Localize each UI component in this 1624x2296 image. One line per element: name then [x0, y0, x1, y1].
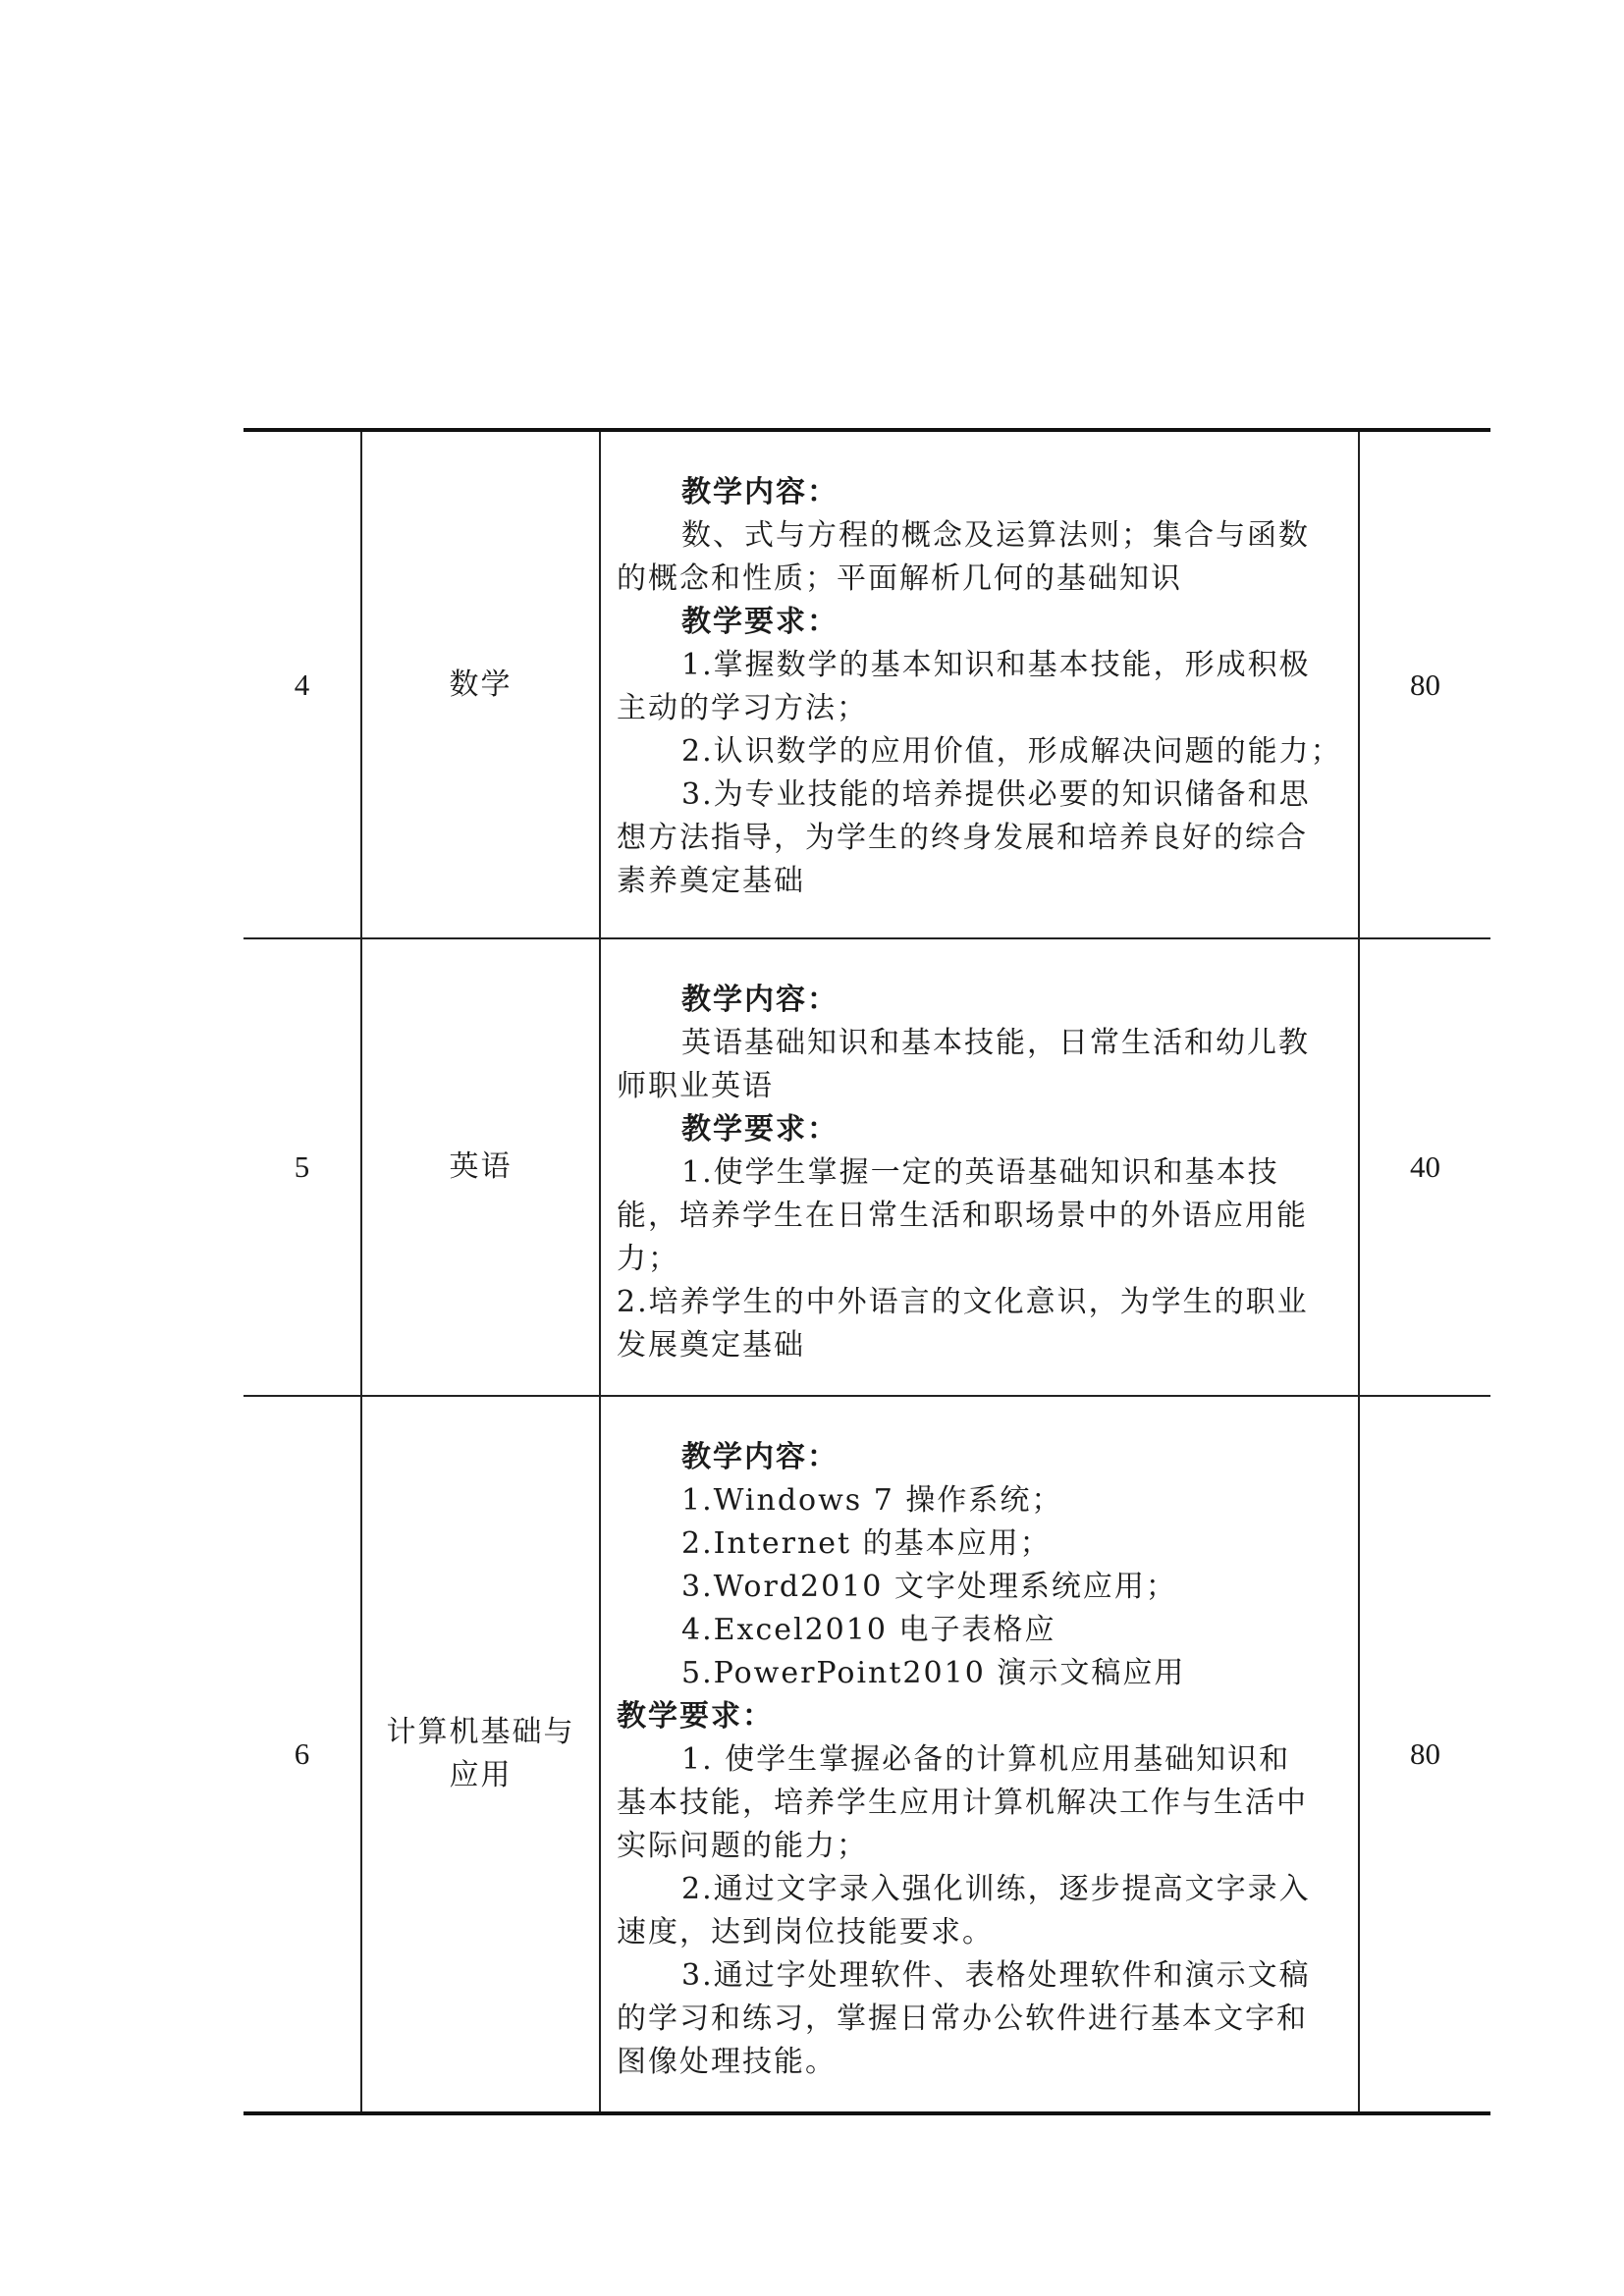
course-name: 英语 — [361, 938, 600, 1396]
content-line: 2.Internet 的基本应用； — [681, 1526, 1052, 1561]
requirement-line: 2.培养学生的中外语言的文化意识，为学生的职业 — [617, 1285, 1309, 1319]
content-line: 英语基础知识和基本技能，日常生活和幼儿教 — [681, 1026, 1310, 1060]
course-name: 数学 — [361, 430, 600, 938]
requirement-line: 实际问题的能力； — [617, 1829, 868, 1863]
content-heading: 教学内容： — [681, 983, 839, 1017]
course-hours: 80 — [1359, 430, 1490, 938]
content-heading: 教学内容： — [681, 475, 839, 509]
requirement-heading: 教学要求： — [681, 605, 839, 639]
content-line: 4.Excel2010 电子表格应 — [681, 1613, 1056, 1647]
course-description — [600, 430, 1359, 938]
requirement-line: 1.使学生掌握一定的英语基础知识和基本技 — [681, 1155, 1279, 1190]
content-line: 3.Word2010 文字处理系统应用； — [681, 1570, 1177, 1604]
requirement-heading: 教学要求： — [617, 1699, 774, 1734]
table-row — [244, 1396, 1490, 2113]
requirement-line: 3.为专业技能的培养提供必要的知识储备和思 — [681, 777, 1311, 812]
content-line: 师职业英语 — [617, 1069, 774, 1103]
requirement-line: 发展奠定基础 — [617, 1328, 805, 1362]
requirement-line: 能，培养学生在日常生活和职场景中的外语应用能 — [617, 1199, 1308, 1233]
requirement-line: 基本技能，培养学生应用计算机解决工作与生活中 — [617, 1786, 1308, 1820]
content-line: 的概念和性质；平面解析几何的基础知识 — [617, 561, 1182, 596]
content-heading: 教学内容： — [681, 1440, 839, 1474]
requirement-line: 2.认识数学的应用价值，形成解决问题的能力； — [681, 734, 1342, 769]
table-row — [244, 430, 1490, 938]
requirement-line: 的学习和练习，掌握日常办公软件进行基本文字和 — [617, 2002, 1308, 2036]
table-row — [244, 938, 1490, 1396]
course-table — [244, 428, 1490, 2115]
content-line: 1.Windows 7 操作系统； — [681, 1483, 1063, 1518]
requirement-line: 1. 使学生掌握必备的计算机应用基础知识和 — [681, 1742, 1291, 1777]
course-number: 5 — [244, 938, 361, 1396]
requirement-line: 2.通过文字录入强化训练，逐步提高文字录入 — [681, 1872, 1311, 1906]
requirement-line: 1.掌握数学的基本知识和基本技能，形成积极 — [681, 648, 1311, 682]
requirement-heading: 教学要求： — [681, 1112, 839, 1147]
course-name: 计算机基础与应用 — [361, 1396, 600, 2113]
content-line: 数、式与方程的概念及运算法则；集合与函数 — [681, 518, 1310, 553]
course-description — [600, 938, 1359, 1396]
requirement-line: 想方法指导，为学生的终身发展和培养良好的综合 — [617, 821, 1308, 855]
requirement-line: 力； — [617, 1242, 679, 1276]
requirement-line: 3.通过字处理软件、表格处理软件和演示文稿 — [681, 1958, 1311, 1993]
requirement-line: 主动的学习方法； — [617, 691, 868, 725]
requirement-line: 图像处理技能。 — [617, 2045, 837, 2079]
course-hours: 40 — [1359, 938, 1490, 1396]
content-line: 5.PowerPoint2010 演示文稿应用 — [681, 1656, 1186, 1690]
course-number: 6 — [244, 1396, 361, 2113]
requirement-line: 速度，达到岗位技能要求。 — [617, 1915, 994, 1949]
requirement-line: 素养奠定基础 — [617, 864, 805, 898]
course-hours: 80 — [1359, 1396, 1490, 2113]
course-number: 4 — [244, 430, 361, 938]
course-description — [600, 1396, 1359, 2113]
